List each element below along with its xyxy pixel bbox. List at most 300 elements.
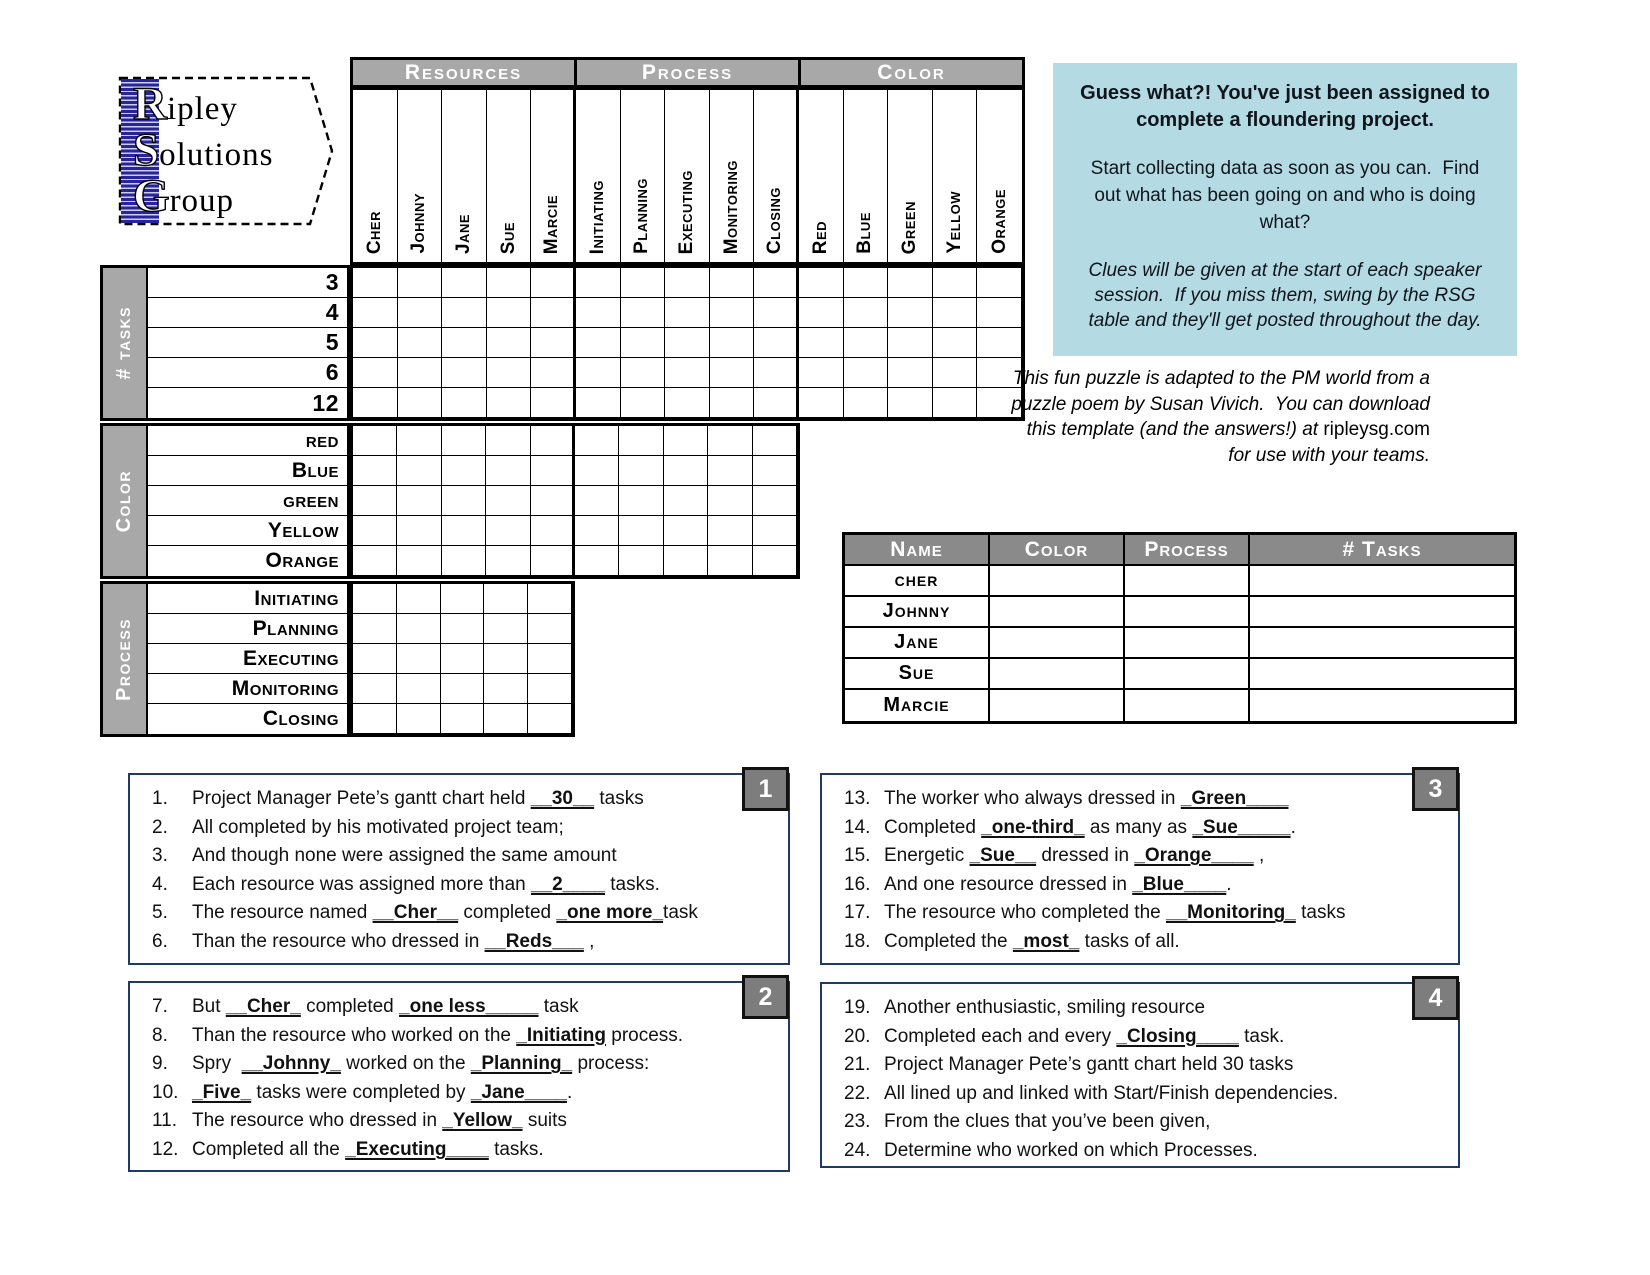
- clue-blank-answer: __Johnny_: [241, 1053, 341, 1075]
- clue-blank-answer: _Yellow_: [442, 1110, 523, 1132]
- clue-text-segment: tasks.: [488, 1138, 544, 1160]
- info-box-body: Start collecting data as soon as you can. Find out what has been going on and who is doing what?: [1090, 158, 1485, 233]
- grid-cell[interactable]: [621, 328, 666, 358]
- grid-cell[interactable]: [353, 614, 397, 644]
- grid-cell[interactable]: [710, 268, 755, 298]
- clue-blank-answer: _Sue__: [969, 845, 1037, 867]
- row-group-band-color: Color: [103, 426, 148, 576]
- column-group-resources: Resources: [353, 60, 574, 85]
- grid-cell[interactable]: [487, 358, 532, 388]
- grid-cell[interactable]: [353, 426, 397, 456]
- grid-cell[interactable]: [665, 298, 710, 328]
- row-group-process: [100, 581, 350, 737]
- grid-cell[interactable]: [576, 388, 621, 418]
- grid-cell[interactable]: [708, 456, 752, 486]
- grid-cell[interactable]: [575, 486, 619, 516]
- answer-name-jane: Jane: [845, 628, 990, 659]
- grid-cell[interactable]: [397, 584, 441, 614]
- grid-cell[interactable]: [619, 546, 663, 576]
- clue-text-segment: tasks.: [604, 873, 660, 895]
- grid-cell[interactable]: [531, 328, 576, 358]
- grid-cell[interactable]: [710, 388, 755, 418]
- grid-cell[interactable]: [888, 298, 933, 328]
- grid-cell[interactable]: [576, 268, 621, 298]
- grid-cell[interactable]: [844, 298, 889, 328]
- column-header-marcie: Marcie: [531, 90, 576, 262]
- clue-line: 8. Than the resource who worked on the _Initiating process.: [152, 1024, 684, 1046]
- grid-cell[interactable]: [664, 486, 708, 516]
- logo-initial: S: [133, 124, 160, 176]
- grid-cells-process: [350, 581, 575, 737]
- grid-cell[interactable]: [575, 516, 619, 546]
- clue-blank-answer: _Executing____: [345, 1138, 489, 1160]
- clue-text-segment: But: [192, 996, 226, 1017]
- clue-text-segment: Energetic: [884, 845, 970, 867]
- grid-cell[interactable]: [353, 358, 398, 388]
- clue-blank-answer: _Five_: [192, 1081, 252, 1103]
- clue-text-segment: completed: [458, 902, 557, 924]
- grid-cell[interactable]: [708, 486, 752, 516]
- grid-cell[interactable]: [441, 644, 485, 674]
- grid-cell[interactable]: [664, 426, 708, 456]
- grid-cell[interactable]: [799, 358, 844, 388]
- row-label-blue: Blue: [148, 456, 347, 486]
- clue-text-segment: .: [1226, 873, 1232, 895]
- column-header-monitoring: Monitoring: [710, 90, 755, 262]
- grid-cell[interactable]: [754, 328, 799, 358]
- grid-cell[interactable]: [621, 358, 666, 388]
- clue-blank-answer: _Blue____: [1132, 873, 1227, 895]
- clue-blank-answer: __Reds___: [484, 930, 584, 952]
- column-group-color: Color: [801, 60, 1022, 85]
- column-header-orange: Orange: [988, 189, 1010, 254]
- clue-blank-answer: __2____: [531, 873, 605, 895]
- grid-cell[interactable]: [888, 388, 933, 418]
- clue-text-segment: Project Manager Pete’s gantt chart held: [192, 788, 531, 809]
- clue-box-4-number-tab: 4: [1412, 976, 1459, 1020]
- answer-input-cell[interactable]: [1250, 597, 1514, 628]
- answers-header-process: Process: [1125, 535, 1250, 566]
- grid-cell[interactable]: [353, 704, 397, 734]
- grid-cell[interactable]: [484, 614, 528, 644]
- clue-line: 18. Completed the _most_ tasks of all.: [844, 930, 1180, 952]
- row-group-band-process: Process: [103, 584, 148, 734]
- grid-cell[interactable]: [486, 456, 530, 486]
- clue-line: 14. Completed _one-third_ as many as _Sue_____.: [844, 816, 1296, 838]
- grid-cell[interactable]: [531, 268, 576, 298]
- grid-cell[interactable]: [484, 704, 528, 734]
- grid-cell[interactable]: [442, 516, 486, 546]
- row-label-yellow: Yellow: [148, 516, 347, 546]
- answer-input-cell[interactable]: [1125, 690, 1250, 721]
- info-box-note: Clues will be given at the start of each speaker session. If you miss them, swing by the RSG table and they'll get posted throughout the day.: [1088, 260, 1487, 331]
- answer-input-cell[interactable]: [1125, 566, 1250, 597]
- clue-text-segment: task.: [1238, 1025, 1285, 1047]
- clue-line: 15. Energetic _Sue__ dressed in _Orange____ ,: [844, 845, 1265, 867]
- grid-cell[interactable]: [528, 584, 572, 614]
- logo-word-ripley: [133, 78, 238, 130]
- grid-cell[interactable]: [487, 298, 532, 328]
- row-labels-tasks: [148, 268, 347, 418]
- grid-cell[interactable]: [619, 426, 663, 456]
- grid-cell[interactable]: [397, 426, 441, 456]
- grid-cell[interactable]: [484, 674, 528, 704]
- grid-cell[interactable]: [353, 584, 397, 614]
- grid-cell[interactable]: [484, 644, 528, 674]
- grid-cell[interactable]: [531, 358, 576, 388]
- clue-box-1: [128, 773, 790, 965]
- grid-cell[interactable]: [442, 298, 487, 328]
- grid-cell[interactable]: [619, 516, 663, 546]
- grid-cell[interactable]: [531, 388, 576, 418]
- grid-cell[interactable]: [441, 584, 485, 614]
- grid-cell[interactable]: [621, 388, 666, 418]
- grid-cell[interactable]: [528, 704, 572, 734]
- grid-cell[interactable]: [754, 358, 799, 388]
- grid-cell[interactable]: [708, 516, 752, 546]
- clue-blank-answer: _Sue_____: [1192, 816, 1291, 838]
- grid-cell[interactable]: [398, 268, 443, 298]
- grid-cell[interactable]: [664, 516, 708, 546]
- grid-cell[interactable]: [619, 456, 663, 486]
- grid-cell[interactable]: [754, 388, 799, 418]
- grid-cell[interactable]: [398, 388, 443, 418]
- logo-word-rest: olutions: [159, 137, 274, 173]
- clue-line: 24. Determine who worked on which Processes.: [844, 1139, 1258, 1161]
- clue-text-segment: All completed by his motivated project team;: [192, 816, 564, 838]
- grid-cell[interactable]: [531, 298, 576, 328]
- answers-header-tasks: # Tasks: [1250, 535, 1514, 566]
- clue-blank-answer: __30__: [530, 788, 595, 809]
- row-label-12: 12: [312, 389, 339, 416]
- grid-cell[interactable]: [753, 516, 797, 546]
- column-group-process: Process: [577, 60, 798, 85]
- grid-cell[interactable]: [398, 358, 443, 388]
- grid-cell[interactable]: [353, 298, 398, 328]
- grid-cell[interactable]: [754, 268, 799, 298]
- grid-cell[interactable]: [888, 268, 933, 298]
- grid-cells-tasks: [350, 265, 1025, 421]
- grid-cell[interactable]: [710, 298, 755, 328]
- clue-text-segment: process.: [605, 1024, 684, 1046]
- grid-cell[interactable]: [442, 268, 487, 298]
- clue-box-4: [820, 982, 1460, 1168]
- grid-cell[interactable]: [844, 328, 889, 358]
- clue-line: 5. The resource named __Cher__ completed _one more_task: [152, 902, 698, 924]
- clue-box-1-number-tab: 1: [742, 767, 789, 811]
- clue-box-3: [820, 773, 1460, 965]
- clue-text-segment: Completed the: [884, 930, 1013, 952]
- grid-column-group-headers: [350, 57, 1025, 88]
- clue-line: 12. Completed all the _Executing____ tasks.: [152, 1138, 544, 1160]
- logo-word-rest: roup: [169, 183, 235, 219]
- grid-cell[interactable]: [621, 268, 666, 298]
- row-label-monitoring: Monitoring: [148, 674, 347, 704]
- answer-input-cell[interactable]: [990, 597, 1125, 628]
- answer-input-cell[interactable]: [1125, 659, 1250, 690]
- grid-cell[interactable]: [531, 486, 575, 516]
- answer-input-cell[interactable]: [1250, 659, 1514, 690]
- grid-cell[interactable]: [442, 486, 486, 516]
- grid-cell[interactable]: [441, 674, 485, 704]
- grid-cell[interactable]: [528, 644, 572, 674]
- clue-line: 22. All lined up and linked with Start/Finish dependencies.: [844, 1082, 1339, 1104]
- credit-text-before: This fun puzzle is adapted to the PM world from a puzzle poem by Susan Vivich. You can download this template (and the answers!) at: [1011, 368, 1436, 440]
- grid-cell[interactable]: [933, 328, 978, 358]
- grid-cell[interactable]: [799, 388, 844, 418]
- answer-name-cher: cher: [845, 566, 990, 597]
- grid-cell[interactable]: [799, 328, 844, 358]
- grid-cell[interactable]: [442, 388, 487, 418]
- clue-text-segment: From the clues that you’ve been given,: [884, 1111, 1211, 1133]
- clue-blank-answer: _Jane____: [470, 1081, 567, 1103]
- answer-input-cell[interactable]: [1125, 628, 1250, 659]
- logo-initial: G: [133, 170, 170, 222]
- grid-cell[interactable]: [844, 388, 889, 418]
- grid-cell[interactable]: [442, 456, 486, 486]
- grid-cell[interactable]: [576, 328, 621, 358]
- clue-text-segment: .: [1290, 816, 1296, 838]
- row-labels-process: [148, 584, 347, 734]
- answer-input-cell[interactable]: [1250, 566, 1514, 597]
- grid-cell[interactable]: [576, 298, 621, 328]
- clue-blank-answer: _Closing____: [1116, 1025, 1239, 1047]
- column-header-sue: Sue: [487, 90, 532, 262]
- grid-cell[interactable]: [442, 426, 486, 456]
- clue-line: 20. Completed each and every _Closing____ task.: [844, 1025, 1285, 1047]
- grid-cell[interactable]: [442, 358, 487, 388]
- clue-text-segment: tasks: [594, 788, 644, 809]
- grid-cell[interactable]: [708, 546, 752, 576]
- clue-text-segment: as many as: [1084, 816, 1193, 838]
- grid-cell[interactable]: [528, 614, 572, 644]
- row-label-orange: Orange: [265, 549, 339, 572]
- grid-cell[interactable]: [397, 546, 441, 576]
- clue-text-segment: task: [538, 996, 579, 1017]
- grid-cell[interactable]: [353, 456, 397, 486]
- clue-text-segment: dressed in: [1036, 845, 1135, 867]
- clue-blank-answer: _Orange____: [1134, 845, 1254, 867]
- clue-text-segment: ,: [583, 930, 595, 952]
- grid-cell[interactable]: [487, 328, 532, 358]
- grid-cell[interactable]: [442, 546, 486, 576]
- grid-cell[interactable]: [531, 516, 575, 546]
- answer-name-sue: Sue: [845, 659, 990, 690]
- answer-input-cell[interactable]: [990, 628, 1125, 659]
- clue-box-3-number-tab: 3: [1412, 767, 1459, 811]
- grid-cell[interactable]: [575, 456, 619, 486]
- answer-name-johnny: Johnny: [845, 597, 990, 628]
- grid-cell[interactable]: [487, 268, 532, 298]
- grid-cell[interactable]: [397, 486, 441, 516]
- answer-name-marcie: Marcie: [845, 690, 990, 721]
- answer-input-cell[interactable]: [990, 659, 1125, 690]
- grid-cell[interactable]: [531, 426, 575, 456]
- clue-line: 3. And though none were assigned the same amount: [152, 845, 617, 867]
- grid-cell[interactable]: [484, 584, 528, 614]
- grid-cell[interactable]: [710, 328, 755, 358]
- grid-cell[interactable]: [888, 358, 933, 388]
- grid-cell[interactable]: [665, 328, 710, 358]
- clue-box-2: [128, 981, 790, 1172]
- row-label-closing: Closing: [262, 707, 339, 730]
- grid-cell[interactable]: [486, 546, 530, 576]
- grid-cell[interactable]: [844, 268, 889, 298]
- grid-cell[interactable]: [665, 388, 710, 418]
- clue-blank-answer: _one less_____: [399, 996, 539, 1017]
- row-group-band-tasks: # tasks: [103, 268, 148, 418]
- grid-cell[interactable]: [753, 546, 797, 576]
- logo-word-solutions: [133, 124, 274, 176]
- clue-line: 21. Project Manager Pete’s gantt chart held 30 tasks: [844, 1054, 1294, 1076]
- grid-cell[interactable]: [933, 388, 978, 418]
- row-label-green: green: [148, 486, 347, 516]
- row-group-tasks: [100, 265, 350, 421]
- grid-cell[interactable]: [619, 486, 663, 516]
- clue-text-segment: Completed each and every: [884, 1025, 1117, 1047]
- grid-cells-color: [350, 423, 800, 579]
- grid-cell[interactable]: [353, 516, 397, 546]
- grid-cell[interactable]: [353, 546, 397, 576]
- clue-line: 17. The resource who completed the __Monitoring_ tasks: [844, 902, 1346, 924]
- grid-cell[interactable]: [397, 674, 441, 704]
- grid-cell[interactable]: [353, 486, 397, 516]
- clue-text-segment: tasks of all.: [1079, 930, 1180, 952]
- grid-cell[interactable]: [576, 358, 621, 388]
- column-header-executing: Executing: [665, 90, 710, 262]
- grid-cell[interactable]: [528, 674, 572, 704]
- grid-cell[interactable]: [665, 268, 710, 298]
- row-label-planning: Planning: [148, 614, 347, 644]
- grid-cell[interactable]: [397, 614, 441, 644]
- grid-cell[interactable]: [710, 358, 755, 388]
- grid-cell[interactable]: [708, 426, 752, 456]
- answer-input-cell[interactable]: [1125, 597, 1250, 628]
- grid-column-headers: [350, 88, 1025, 265]
- clue-text-segment: Another enthusiastic, smiling resource: [884, 997, 1206, 1018]
- clue-text-segment: Determine who worked on which Processes.: [884, 1139, 1258, 1161]
- grid-cell[interactable]: [441, 704, 485, 734]
- grid-cell[interactable]: [353, 268, 398, 298]
- clue-text-segment: task: [663, 902, 698, 924]
- clue-blank-answer: _Initiating: [516, 1024, 606, 1046]
- clue-text-segment: tasks were completed by: [251, 1081, 471, 1103]
- clue-text-segment: Than the resource who dressed in: [192, 930, 485, 952]
- clue-blank-answer: __Monitoring_: [1166, 902, 1296, 924]
- clue-line: 6. Than the resource who dressed in __Reds___ ,: [152, 930, 595, 952]
- grid-cell[interactable]: [442, 328, 487, 358]
- clue-line: 19. Another enthusiastic, smiling resource: [844, 997, 1206, 1018]
- grid-cell[interactable]: [977, 268, 1022, 298]
- clue-text-segment: completed: [300, 996, 400, 1017]
- grid-cell[interactable]: [531, 546, 575, 576]
- grid-cell[interactable]: [486, 486, 530, 516]
- answer-input-cell[interactable]: [1250, 628, 1514, 659]
- grid-cell[interactable]: [664, 546, 708, 576]
- column-header-initiating: Initiating: [576, 90, 621, 262]
- grid-cell[interactable]: [977, 328, 1022, 358]
- grid-cell[interactable]: [486, 516, 530, 546]
- grid-cell[interactable]: [353, 674, 397, 704]
- grid-cell[interactable]: [753, 456, 797, 486]
- grid-cell[interactable]: [487, 388, 532, 418]
- logo-word-rest: ipley: [166, 91, 238, 127]
- answers-header-name: Name: [845, 535, 990, 566]
- grid-cell[interactable]: [621, 298, 666, 328]
- row-label-initiating: Initiating: [148, 584, 347, 614]
- grid-cell[interactable]: [933, 358, 978, 388]
- clue-line: 11. The resource who dressed in _Yellow_ suits: [152, 1110, 567, 1132]
- credit-note: [1000, 366, 1436, 468]
- grid-cell[interactable]: [398, 298, 443, 328]
- grid-cell[interactable]: [397, 704, 441, 734]
- grid-cell[interactable]: [753, 486, 797, 516]
- column-header-jane: Jane: [442, 90, 487, 262]
- grid-cell[interactable]: [753, 426, 797, 456]
- company-logo: [118, 76, 336, 226]
- grid-cell[interactable]: [799, 298, 844, 328]
- grid-cell[interactable]: [486, 426, 530, 456]
- grid-cell[interactable]: [353, 328, 398, 358]
- clue-text-segment: The resource who completed the: [884, 902, 1166, 924]
- grid-cell[interactable]: [397, 516, 441, 546]
- grid-cell[interactable]: [664, 456, 708, 486]
- answer-input-cell[interactable]: [990, 690, 1125, 721]
- clue-text-segment: Spry: [192, 1053, 242, 1075]
- grid-cell[interactable]: [397, 644, 441, 674]
- column-header-johnny: Johnny: [398, 90, 443, 262]
- clue-blank-answer: _one more_: [556, 902, 664, 924]
- answers-table: [842, 532, 1517, 724]
- clue-text-segment: Completed all the: [192, 1138, 346, 1160]
- grid-cell[interactable]: [398, 328, 443, 358]
- clue-text-segment: ,: [1253, 845, 1265, 867]
- clue-line: 16. And one resource dressed in _Blue____.: [844, 873, 1232, 895]
- clue-line: 2. All completed by his motivated project team;: [152, 816, 564, 838]
- grid-cell[interactable]: [665, 358, 710, 388]
- grid-cell[interactable]: [844, 358, 889, 388]
- column-header-red: Red: [799, 90, 844, 262]
- grid-cell[interactable]: [575, 546, 619, 576]
- grid-cell[interactable]: [799, 268, 844, 298]
- info-box-title: Guess what?! You've just been assigned to complete a floundering project.: [1080, 82, 1496, 131]
- answer-input-cell[interactable]: [1250, 690, 1514, 721]
- grid-cell[interactable]: [933, 268, 978, 298]
- grid-cell[interactable]: [575, 426, 619, 456]
- grid-cell[interactable]: [888, 328, 933, 358]
- clue-line: 10. _Five_ tasks were completed by _Jane____.: [152, 1081, 573, 1103]
- clue-text-segment: .: [566, 1081, 573, 1103]
- grid-cell[interactable]: [933, 298, 978, 328]
- row-label-red: red: [148, 426, 347, 456]
- info-box: [1053, 63, 1517, 356]
- grid-cell[interactable]: [353, 644, 397, 674]
- row-label-executing: Executing: [148, 644, 347, 674]
- row-label-4: 4: [148, 298, 347, 328]
- logo-initial: R: [133, 78, 167, 130]
- clue-text-segment: Each resource was assigned more than: [192, 873, 532, 895]
- grid-cell[interactable]: [531, 456, 575, 486]
- clue-line: 4. Each resource was assigned more than __2____ tasks.: [152, 873, 660, 895]
- row-label-3: 3: [148, 268, 347, 298]
- grid-cell[interactable]: [754, 298, 799, 328]
- grid-cell[interactable]: [397, 456, 441, 486]
- grid-cell[interactable]: [977, 298, 1022, 328]
- answer-input-cell[interactable]: [990, 566, 1125, 597]
- grid-cell[interactable]: [353, 388, 398, 418]
- clue-line: 7. But __Cher_ completed _one less_____ task: [152, 996, 579, 1017]
- grid-cell[interactable]: [441, 614, 485, 644]
